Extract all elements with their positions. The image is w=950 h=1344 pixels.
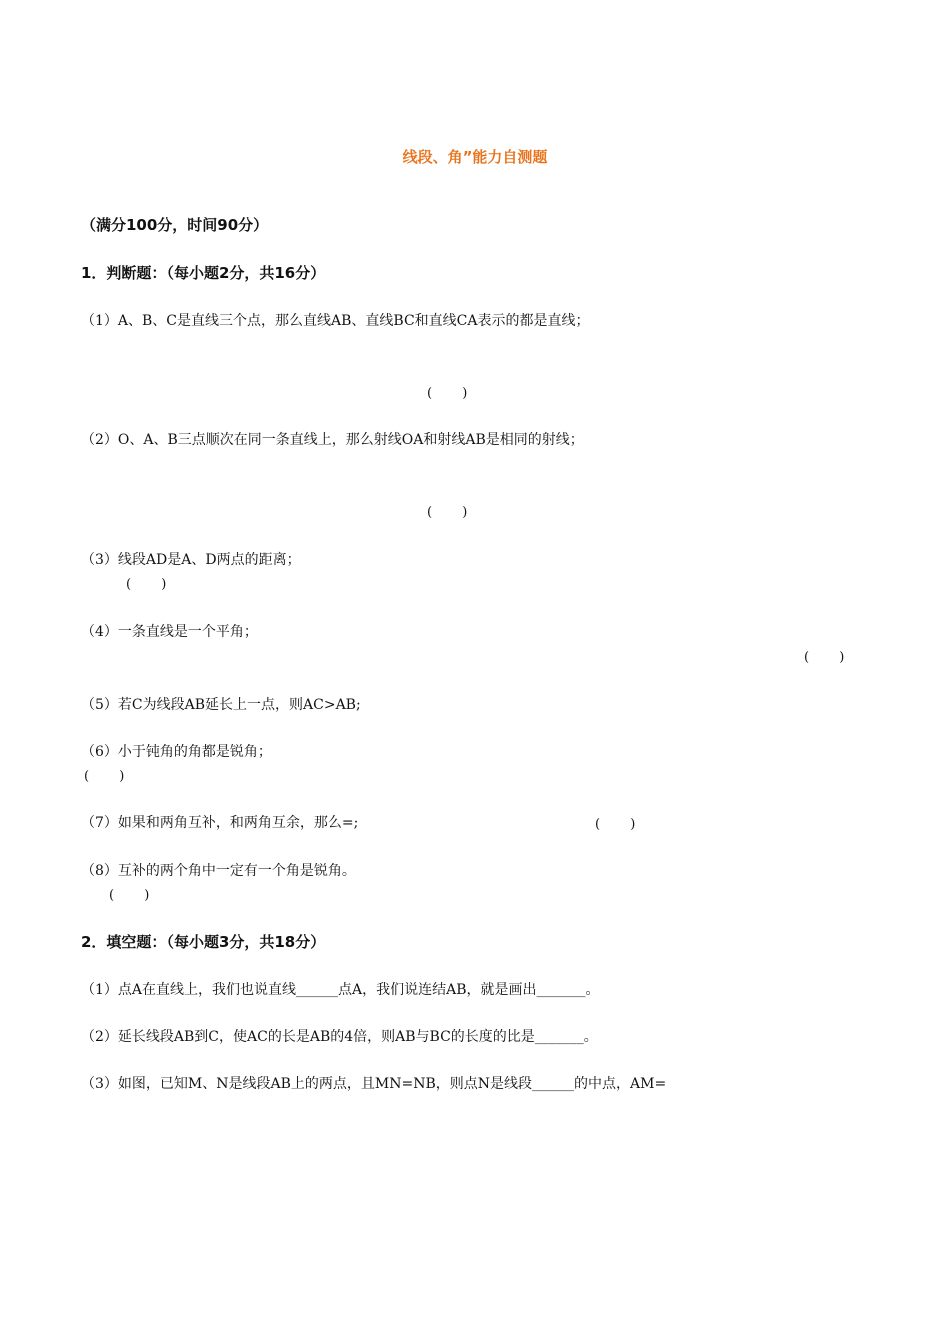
s1-q7-text: （7）如果和两角互补，和两角互余，那么=; — [81, 815, 359, 831]
section2-heading: 2．填空题：（每小题3分，共18分） — [81, 933, 326, 951]
s1-q6-text: （6）小于钝角的角都是锐角； — [81, 744, 272, 760]
s2-q1-text: （1）点A在直线上，我们也说直线______点A，我们说连结AB，就是画出_______。 — [81, 982, 600, 998]
s1-q1-text: （1）A、B、C是直线三个点，那么直线AB、直线BC和直线CA表示的都是直线； — [81, 313, 590, 329]
s1-q4-text: （4）一条直线是一个平角； — [81, 624, 258, 640]
s1-q2-text: （2）O、A、B三点顺次在同一条直线上，那么射线OA和射线AB是相同的射线； — [81, 432, 584, 448]
s1-q8-answer-blank[interactable]: ( ) — [109, 888, 150, 903]
s1-q5-text: （5）若C为线段AB延长上一点，则AC>AB; — [81, 697, 361, 713]
s1-q3-text: （3）线段AD是A、D两点的距离； — [81, 552, 301, 568]
exam-meta: （满分100分，时间90分） — [81, 216, 269, 234]
page-title: 线段、角”能力自测题 — [402, 148, 548, 166]
s2-q3-text: （3）如图，已知M、N是线段AB上的两点，且MN=NB，则点N是线段______的中点，AM= — [81, 1076, 667, 1092]
s1-q6-answer-blank[interactable]: ( ) — [84, 769, 125, 784]
s1-q4-answer-blank[interactable]: ( ) — [804, 650, 845, 665]
s2-q2-text: （2）延长线段AB到C，使AC的长是AB的4倍，则AB与BC的长度的比是_______。 — [81, 1029, 598, 1045]
s1-q8-text: （8）互补的两个角中一定有一个角是锐角。 — [81, 863, 356, 879]
section1-heading: 1．判断题：（每小题2分，共16分） — [81, 264, 326, 282]
s1-q3-answer-blank[interactable]: ( ) — [126, 577, 167, 592]
s1-q2-answer-blank[interactable]: ( ) — [427, 505, 468, 520]
s1-q1-answer-blank[interactable]: ( ) — [427, 386, 468, 401]
s1-q7-answer-blank[interactable]: ( ) — [595, 817, 636, 832]
